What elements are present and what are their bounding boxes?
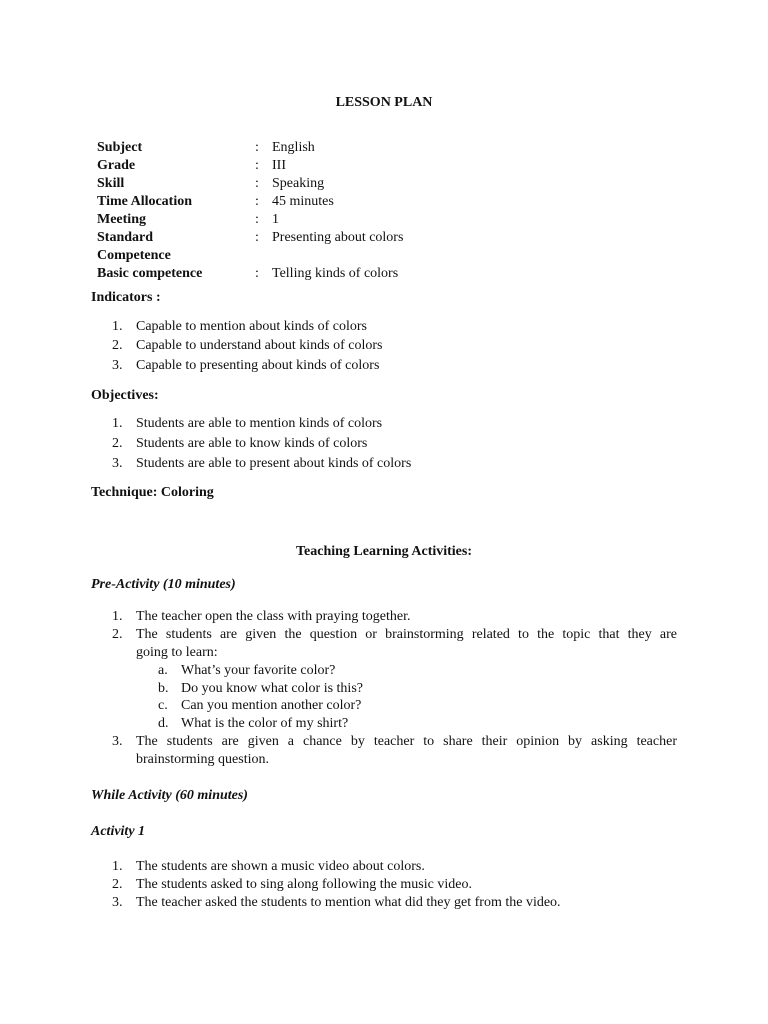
activities-title: Teaching Learning Activities: [295, 544, 473, 559]
pre-activity-item-line: The students are given a chance by teacher to share their opinion by asking teacher [136, 734, 677, 749]
objective-item: Students are able to know kinds of colors [136, 436, 368, 451]
list-number: 2. [112, 627, 123, 642]
info-colon: : [255, 194, 259, 209]
list-number: 3. [112, 358, 123, 373]
pre-activity-item-line: brainstorming question. [136, 752, 269, 767]
info-label-skill: Skill [97, 176, 125, 191]
list-number: 2. [112, 338, 123, 353]
activity1-item: The students asked to sing along following the music video. [136, 877, 472, 892]
pre-activity-sub-item: What is the color of my shirt? [181, 716, 349, 731]
pre-activity-item-line: going to learn: [136, 645, 218, 660]
info-value-grade: III [272, 158, 286, 173]
indicator-item: Capable to mention about kinds of colors [136, 319, 367, 334]
list-number: 2. [112, 436, 123, 451]
list-number: 2. [112, 877, 123, 892]
document-title: LESSON PLAN [335, 95, 433, 110]
info-value-time-allocation: 45 minutes [272, 194, 334, 209]
sub-list-letter: d. [158, 716, 169, 731]
info-label-grade: Grade [97, 158, 136, 173]
info-label-standard: Standard [97, 230, 154, 245]
info-value-skill: Speaking [272, 176, 325, 191]
list-number: 1. [112, 416, 123, 431]
info-label-basic-competence: Basic competence [97, 266, 203, 281]
list-number: 1. [112, 859, 123, 874]
indicator-item: Capable to presenting about kinds of colors [136, 358, 380, 373]
info-colon: : [255, 230, 259, 245]
list-number: 1. [112, 319, 123, 334]
activity1-item: The students are shown a music video about colors. [136, 859, 425, 874]
info-colon: : [255, 158, 259, 173]
info-value-subject: English [272, 140, 315, 155]
pre-activity-heading: Pre-Activity (10 minutes) [91, 577, 236, 592]
list-number: 3. [112, 456, 123, 471]
objective-item: Students are able to present about kinds of colors [136, 456, 412, 471]
indicator-item: Capable to understand about kinds of colors [136, 338, 383, 353]
list-number: 3. [112, 895, 123, 910]
info-value-standard-competence: Presenting about colors [272, 230, 404, 245]
info-label-meeting: Meeting [97, 212, 146, 227]
sub-list-letter: a. [158, 663, 168, 678]
pre-activity-sub-item: Do you know what color is this? [181, 681, 363, 696]
pre-activity-sub-item: What’s your favorite color? [181, 663, 336, 678]
info-label-competence: Competence [97, 248, 171, 263]
pre-activity-item: The teacher open the class with praying together. [136, 609, 411, 624]
info-colon: : [255, 176, 259, 191]
info-value-basic-competence: Telling kinds of colors [272, 266, 399, 281]
technique-heading: Technique: Coloring [91, 485, 214, 500]
while-activity-heading: While Activity (60 minutes) [91, 788, 248, 803]
sub-list-letter: b. [158, 681, 169, 696]
info-label-subject: Subject [97, 140, 143, 155]
info-colon: : [255, 212, 259, 227]
info-label-time-allocation: Time Allocation [97, 194, 193, 209]
activity1-item: The teacher asked the students to mention what did they get from the video. [136, 895, 561, 910]
info-colon: : [255, 266, 259, 281]
objective-item: Students are able to mention kinds of colors [136, 416, 383, 431]
objectives-heading: Objectives: [91, 388, 159, 403]
indicators-heading: Indicators : [91, 290, 161, 305]
pre-activity-item-line: The students are given the question or brainstorming related to the topic that they are [136, 627, 677, 642]
sub-list-letter: c. [158, 698, 168, 713]
list-number: 3. [112, 734, 123, 749]
pre-activity-sub-item: Can you mention another color? [181, 698, 362, 713]
activity1-heading: Activity 1 [91, 824, 146, 839]
info-value-meeting: 1 [272, 212, 279, 227]
list-number: 1. [112, 609, 123, 624]
info-colon: : [255, 140, 259, 155]
